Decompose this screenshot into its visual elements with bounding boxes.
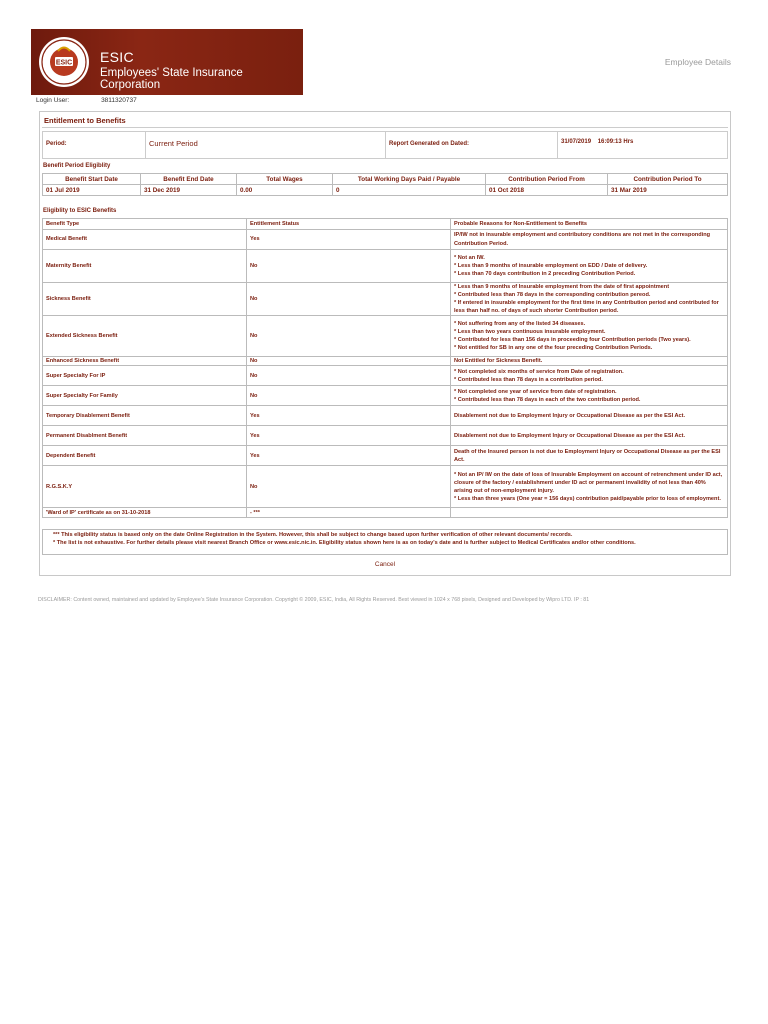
- benefit-type-cell: Temporary Disablement Benefit: [43, 406, 247, 426]
- reason-cell: Not Entitled for Sickness Benefit.: [451, 357, 728, 366]
- benefit-type-cell: Super Specialty For Family: [43, 386, 247, 406]
- reason-cell: * Not completed one year of service from date of registration. * Contributed less than 78 days in each of the two contribution period.: [451, 386, 728, 406]
- table-row: [43, 406, 728, 426]
- table-header-row: [43, 174, 728, 185]
- table-row: [43, 283, 728, 316]
- section-divider: [42, 127, 728, 128]
- table-row: [43, 466, 728, 508]
- benefit-type-cell: 'Ward of IP' certificate as on 31-10-2018: [43, 508, 247, 518]
- entitlement-status-cell: Yes: [247, 230, 451, 250]
- header-cell: Contribution Period To: [608, 174, 728, 185]
- report-date: [561, 139, 633, 145]
- entitlement-status-cell: No: [247, 466, 451, 508]
- table-row: [43, 357, 728, 366]
- table-row: [43, 446, 728, 466]
- table-row: [43, 508, 728, 518]
- section-title: Entitlement to Benefits: [44, 116, 126, 125]
- report-time-value: 16:09:13 Hrs: [597, 139, 634, 145]
- entitlement-status-cell: No: [247, 283, 451, 316]
- table-row: [43, 185, 728, 196]
- period-label: Period:: [46, 141, 67, 147]
- table-header-row: [43, 219, 728, 230]
- reason-cell: IP/IW not in insurable employment and contributory conditions are not met in the corresponding Contribution Period.: [451, 230, 728, 250]
- reason-cell: Disablement not due to Employment Injury or Occupational Disease as per the ESI Act.: [451, 426, 728, 446]
- reason-cell: * Not an IP/ IW on the date of loss of Insurable Employment on account of retrenchment under ID act, closure of the factory / establishment under ID act or permanent invalidity of not less than 40% arising out of non-employment injury. * Less than three years (One year = 156 days) contribution paid/payable prior to loss of employment.: [451, 466, 728, 508]
- reason-cell: * Not an IW. * Less than 9 months of insurable employment on EDD / Date of delivery. * Less than 70 days contribution in 2 preceding Contribution Period.: [451, 250, 728, 283]
- header-cell: Contribution Period From: [486, 174, 608, 185]
- contribution-to: 31 Mar 2019: [608, 185, 728, 196]
- benefit-type-cell: Enhanced Sickness Benefit: [43, 357, 247, 366]
- report-date-value: 31/07/2019: [561, 139, 592, 145]
- entitlement-panel: [39, 111, 731, 576]
- brand-title: ESIC: [100, 49, 134, 65]
- header-cell: Entitlement Status: [247, 219, 451, 230]
- reason-cell: * Not completed six months of service from Date of registration. * Contributed less than 78 days in a contribution period.: [451, 366, 728, 386]
- benefit-type-cell: Dependent Benefit: [43, 446, 247, 466]
- esic-emblem-logo: [37, 35, 91, 89]
- benefit-start-date: 01 Jul 2019: [43, 185, 141, 196]
- total-working-days: 0: [333, 185, 486, 196]
- benefit-type-cell: Permanent Disablment Benefit: [43, 426, 247, 446]
- entitlement-status-cell: Yes: [247, 406, 451, 426]
- eligibility-title: Eligiblity to ESIC Benefits: [43, 208, 117, 214]
- reason-cell: Death of the Insured person is not due to Employment Injury or Occupational Disease as per the ESI Act.: [451, 446, 728, 466]
- login-label: Login User:: [36, 97, 70, 104]
- note-line: *** This eligibility status is based only on the date Online Registration in the System. However, this shall be subject to change based upon further verification of other relevant documents/ records.: [53, 532, 573, 538]
- benefit-period-title: Benefit Period Eligiblity: [43, 163, 111, 169]
- header-cell: Benefit Start Date: [43, 174, 141, 185]
- entitlement-status-cell: - ***: [247, 508, 451, 518]
- entitlement-status-cell: Yes: [247, 426, 451, 446]
- entitlement-status-cell: No: [247, 250, 451, 283]
- entitlement-status-cell: No: [247, 366, 451, 386]
- svg-text:ESIC: ESIC: [55, 59, 73, 67]
- table-row: [43, 250, 728, 283]
- cancel-button[interactable]: Cancel: [374, 561, 396, 568]
- table-row: [43, 316, 728, 357]
- benefit-period-table: [42, 173, 728, 196]
- period-value: Current Period: [149, 139, 198, 148]
- eligibility-table: [42, 218, 728, 518]
- benefit-type-cell: R.G.S.K.Y: [43, 466, 247, 508]
- employee-details-link[interactable]: Employee Details: [664, 57, 731, 67]
- reason-cell: * Not suffering from any of the listed 34 diseases. * Less than two years continuous insurable employment. * Contributed for less than 156 days in proceeding four Contribution periods (Two years). * Not entitled for SB in any one of the four preceding Contribution Periods.: [451, 316, 728, 357]
- esic-banner: [31, 29, 303, 95]
- login-user-id: 3811320737: [101, 97, 137, 104]
- report-label-cell: [386, 132, 558, 158]
- header-cell: Benefit Type: [43, 219, 247, 230]
- period-value-cell: [146, 132, 386, 158]
- contribution-from: 01 Oct 2018: [486, 185, 608, 196]
- header-cell: Benefit End Date: [141, 174, 237, 185]
- report-date-cell: [558, 132, 727, 158]
- eligibility-notes: [42, 529, 728, 555]
- benefit-type-cell: Sickness Benefit: [43, 283, 247, 316]
- header-cell: Total Working Days Paid / Payable: [333, 174, 486, 185]
- entitlement-status-cell: No: [247, 316, 451, 357]
- benefit-type-cell: Medical Benefit: [43, 230, 247, 250]
- benefit-type-cell: Maternity Benefit: [43, 250, 247, 283]
- table-row: [43, 386, 728, 406]
- entitlement-status-cell: No: [247, 386, 451, 406]
- header-cell: Probable Reasons for Non-Entitlement to Benefits: [451, 219, 728, 230]
- note-line: * The list is not exhaustive. For further details please visit nearest Branch Office or www.esic.nic.in. Eligibility status shown here is as on today's date and is further subject to Medical Certificates and/or other conditions.: [53, 540, 636, 546]
- entitlement-status-cell: No: [247, 357, 451, 366]
- report-generated-label: Report Generated on Dated:: [389, 141, 470, 147]
- total-wages: 0.00: [237, 185, 333, 196]
- period-row: [42, 131, 728, 159]
- table-row: [43, 366, 728, 386]
- table-row: [43, 230, 728, 250]
- reason-cell: Disablement not due to Employment Injury or Occupational Disease as per the ESI Act.: [451, 406, 728, 426]
- table-row: [43, 426, 728, 446]
- period-label-cell: [43, 132, 146, 158]
- reason-cell: [451, 508, 728, 518]
- reason-cell: * Less than 9 months of Insurable employment from the date of first appointment * Contributed less than 78 days in the corresponding contribution pereod. * If entered in insurable employment for the first time in any Contribution period and contributed for less than half no. of days of such shorter Contribution period.: [451, 283, 728, 316]
- entitlement-status-cell: Yes: [247, 446, 451, 466]
- benefit-type-cell: Super Specialty For IP: [43, 366, 247, 386]
- header-cell: Total Wages: [237, 174, 333, 185]
- benefit-type-cell: Extended Sickness Benefit: [43, 316, 247, 357]
- footer-disclaimer: DISCLAIMER: Content owned, maintained and updated by Employee's State Insurance Corporation. Copyright © 2009, ESIC, India, All Rights Reserved. Best viewed in 1024 x 768 pixels, Designed and Developed by Wipro LTD. IP : 81: [38, 597, 590, 603]
- login-info: [36, 97, 137, 104]
- benefit-end-date: 31 Dec 2019: [141, 185, 237, 196]
- org-name: Employees' State Insurance Corporation: [100, 67, 243, 91]
